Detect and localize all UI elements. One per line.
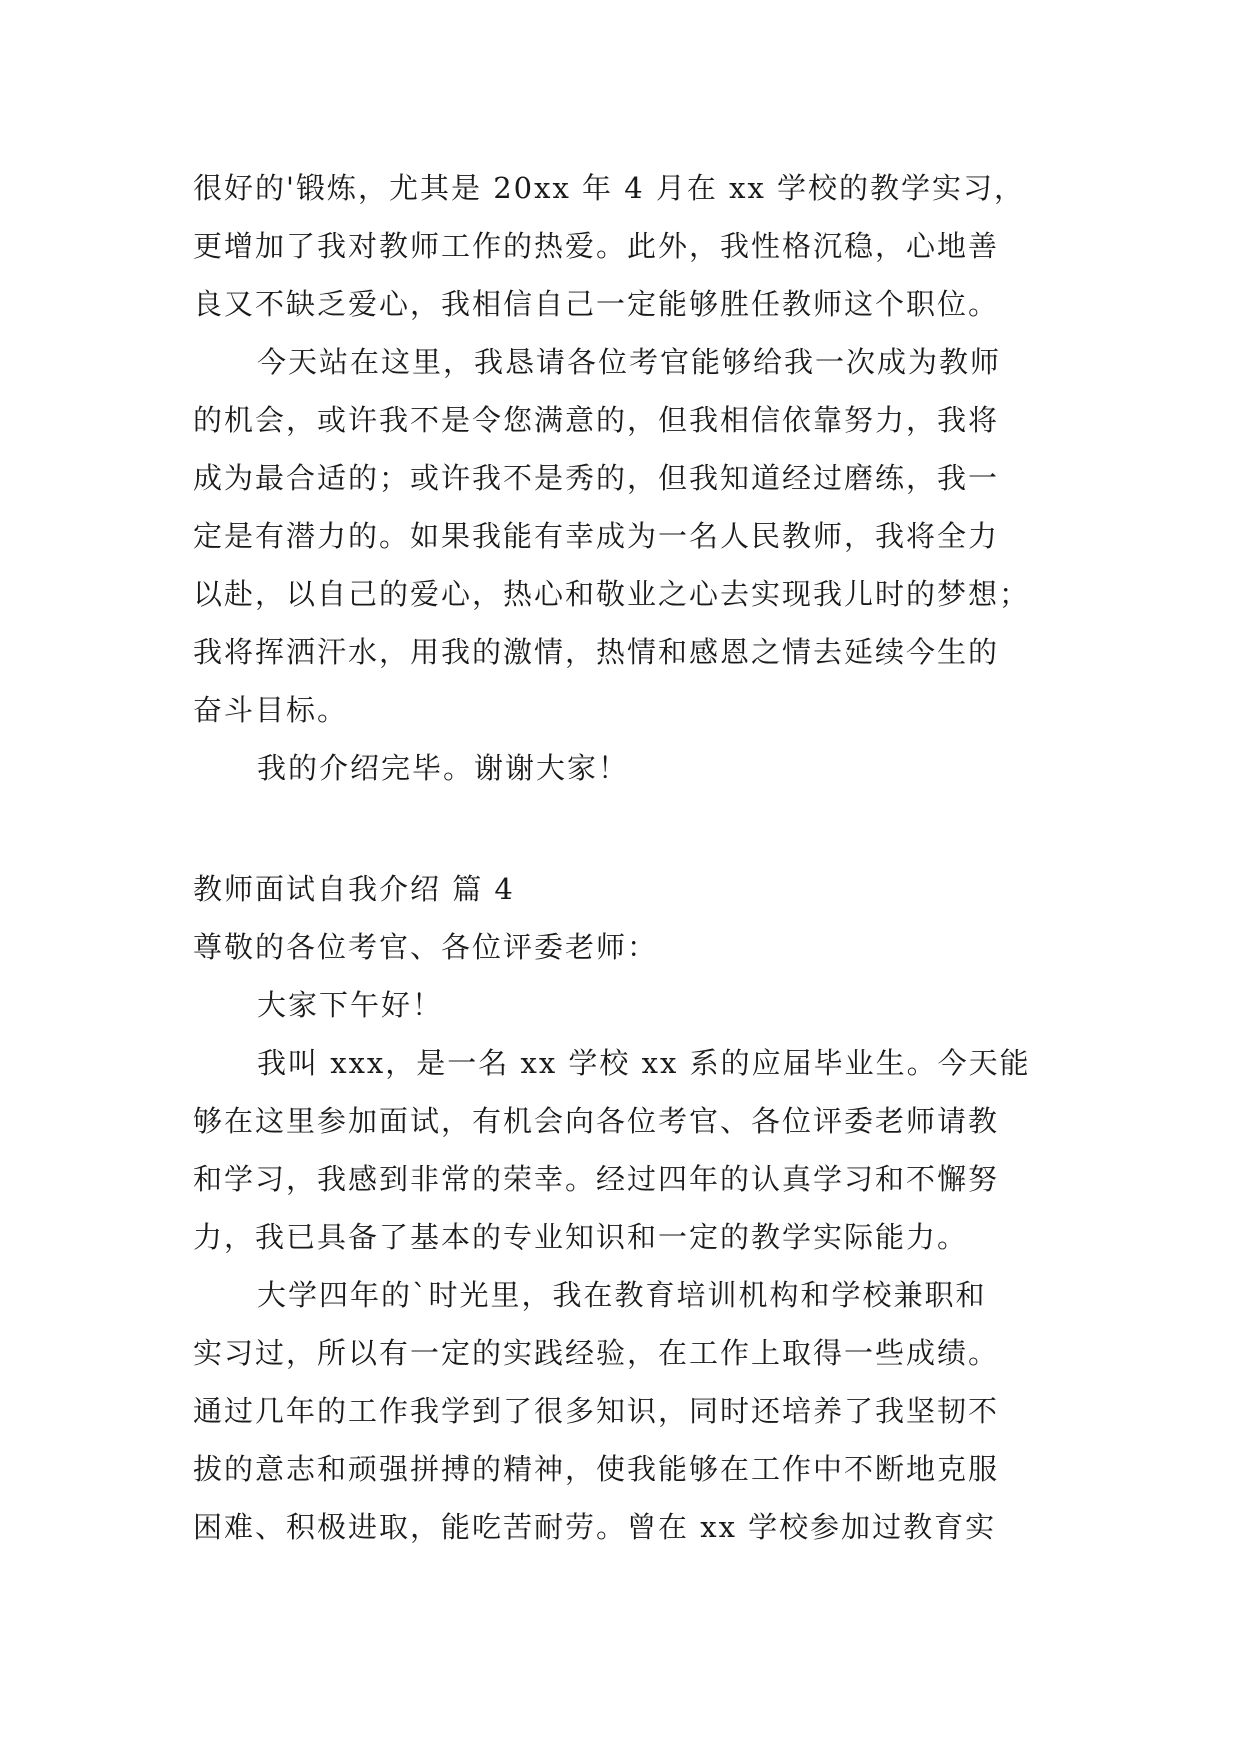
paragraph-line: 很好的'锻炼，尤其是 20xx 年 4 月在 xx 学校的教学实习， — [193, 171, 1026, 205]
section-4-text — [193, 918, 1053, 1556]
paragraph-line: 奋斗目标。 — [193, 693, 349, 727]
paragraph-line: 良又不缺乏爱心，我相信自己一定能够胜任教师这个职位。 — [193, 287, 1000, 321]
paragraph-line: 和学习，我感到非常的荣幸。经过四年的认真学习和不懈努 — [193, 1162, 1000, 1196]
paragraph-line: 我叫 xxx，是一名 xx 学校 xx 系的应届毕业生。今天能 — [257, 1046, 1031, 1080]
paragraph-line: 够在这里参加面试，有机会向各位考官、各位评委老师请教 — [193, 1104, 1000, 1138]
paragraph-line: 困难、积极进取，能吃苦耐劳。曾在 xx 学校参加过教育实 — [193, 1510, 997, 1544]
paragraph-line: 定是有潜力的。如果我能有幸成为一名人民教师，我将全力 — [193, 519, 1000, 553]
paragraph-line: 成为最合适的；或许我不是秀的，但我知道经过磨练，我一 — [193, 461, 1000, 495]
paragraph-line: 的机会，或许我不是令您满意的，但我相信依靠努力，我将 — [193, 403, 1000, 437]
paragraph-line: 拔的意志和顽强拼搏的精神，使我能够在工作中不断地克服 — [193, 1452, 1000, 1486]
paragraph-line: 实习过，所以有一定的实践经验，在工作上取得一些成绩。 — [193, 1336, 1000, 1370]
section-heading: 教师面试自我介绍 篇 4 — [193, 872, 515, 906]
paragraph-line: 通过几年的工作我学到了很多知识，同时还培养了我坚韧不 — [193, 1394, 1000, 1428]
paragraph-line: 更增加了我对教师工作的热爱。此外，我性格沉稳，心地善 — [193, 229, 1000, 263]
paragraph-line: 大学四年的`时光里，我在教育培训机构和学校兼职和 — [257, 1278, 987, 1312]
greeting-line: 大家下午好！ — [257, 988, 444, 1022]
paragraph-line: 我将挥洒汗水，用我的激情，热情和感恩之情去延续今生的 — [193, 635, 1000, 669]
closing-line: 我的介绍完毕。谢谢大家！ — [257, 751, 630, 785]
paragraph-line: 今天站在这里，我恳请各位考官能够给我一次成为教师 — [257, 345, 1002, 379]
section-continued-text — [193, 159, 1053, 797]
paragraph-line: 力，我已具备了基本的专业知识和一定的教学实际能力。 — [193, 1220, 969, 1254]
salutation-line: 尊敬的各位考官、各位评委老师： — [193, 930, 659, 964]
paragraph-line: 以赴，以自己的爱心，热心和敬业之心去实现我儿时的梦想； — [193, 577, 1031, 611]
